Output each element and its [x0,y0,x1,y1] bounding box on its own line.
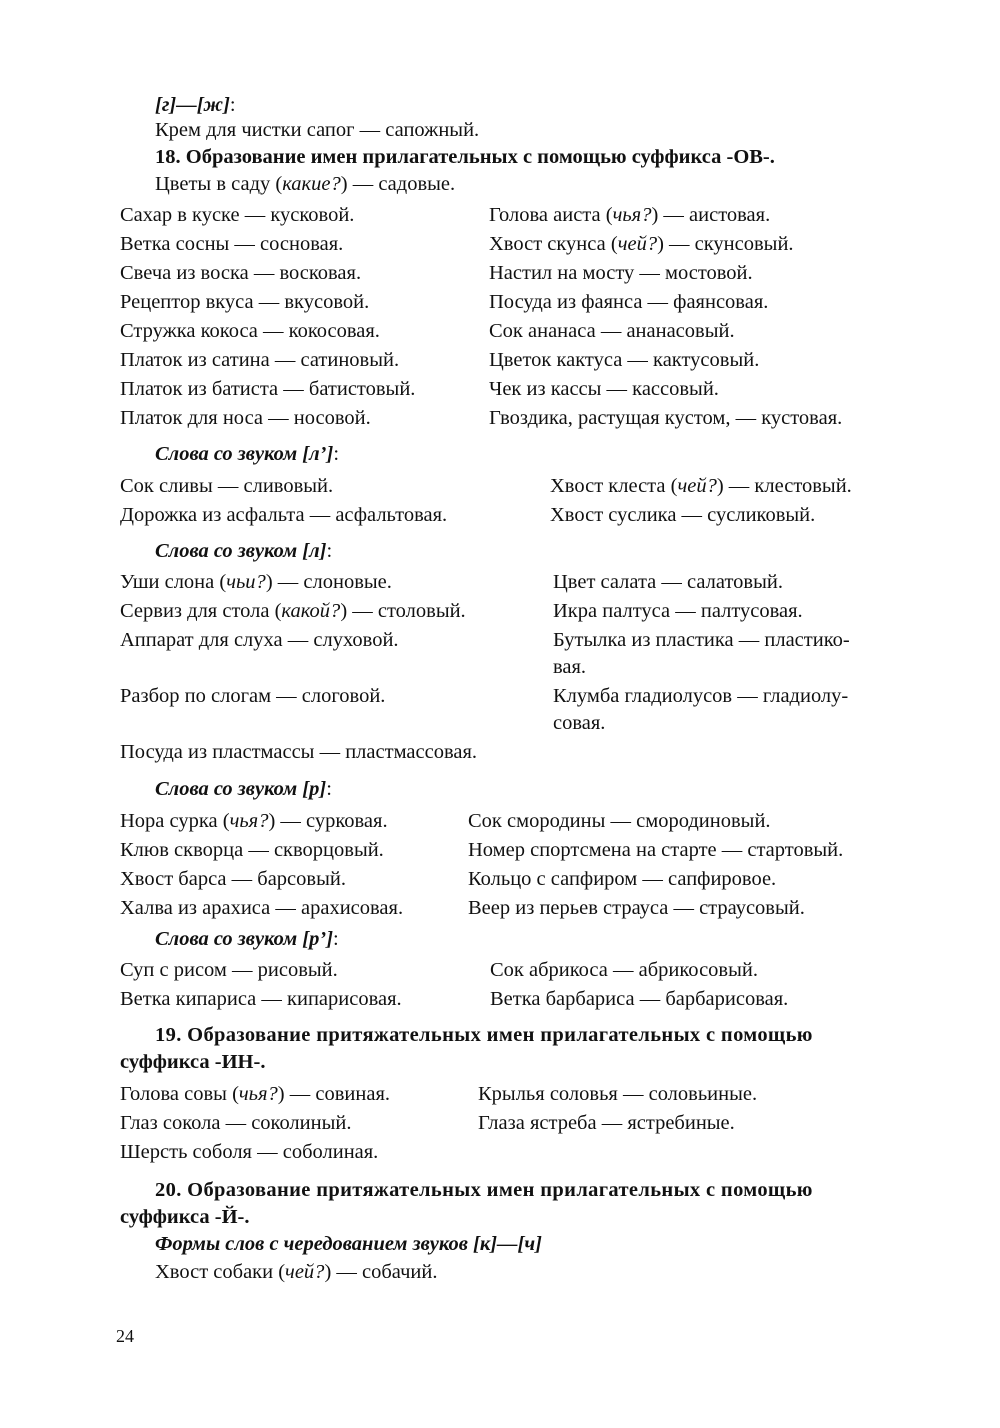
list-item: Настил на мосту — мостовой. [489,262,753,284]
list-item: Кольцо с сапфиром — сапфировое. [468,868,777,890]
list-item: Ветка барбариса — барбарисовая. [490,988,789,1010]
list-item: Веер из перьев страуса — страусовый. [468,897,805,919]
section-20-heading: 20. Образование притяжательных имен прилагательных с помощью [155,1179,813,1201]
list-item: Суп с рисом — рисовый. [120,959,338,981]
section-20-subheading: Формы слов с чередованием звуков [к]—[ч] [155,1233,542,1255]
list-item: Платок из сатина — сатиновый. [120,349,400,371]
example-line: Крем для чистки сапог — сапожный. [155,119,480,141]
list-item: Крылья соловья — соловьиные. [478,1083,758,1105]
subsection-heading-l-hard: Слова со звуком [л]: [155,540,333,562]
section-20-heading-cont: суффикса -Й-. [120,1206,250,1228]
list-item: Глаз сокола — соколиный. [120,1112,352,1134]
list-item-continuation: вая. [553,656,587,678]
page-number: 24 [116,1326,134,1346]
list-item: Хвост скунса (чей?) — скунсовый. [489,233,794,255]
list-item: Цветок кактуса — кактусовый. [489,349,760,371]
list-item: Клумба гладиолусов — гладиолу- [553,685,849,707]
list-item: Бутылка из пластика — пластико- [553,629,850,651]
list-item: Посуда из фаянса — фаянсовая. [489,291,769,313]
list-item: Стружка кокоса — кокосовая. [120,320,380,342]
section-18-heading: 18. Образование имен прилагательных с помощью суффикса -ОВ-. [155,146,775,168]
list-item: Голова аиста (чья?) — аистовая. [489,204,771,226]
sound-pair-heading: [г]—[ж]: [155,94,236,116]
list-item: Сахар в куске — кусковой. [120,204,355,226]
list-item: Сок абрикоса — абрикосовый. [490,959,758,981]
section-18-example: Цветы в саду (какие?) — садовые. [155,173,456,195]
list-item: Икра палтуса — палтусовая. [553,600,803,622]
list-item-continuation: совая. [553,712,606,734]
list-item: Сервиз для стола (какой?) — столовый. [120,600,466,622]
list-item: Сок сливы — сливовый. [120,475,334,497]
list-item: Нора сурка (чья?) — сурковая. [120,810,388,832]
list-item: Номер спортсмена на старте — стартовый. [468,839,844,861]
list-item: Платок для носа — носовой. [120,407,371,429]
list-item: Хвост суслика — сусликовый. [550,504,816,526]
list-item: Рецептор вкуса — вкусовой. [120,291,370,313]
list-item: Гвоздика, растущая кустом, — кустовая. [489,407,843,429]
list-item: Ветка кипариса — кипарисовая. [120,988,402,1010]
section-19-heading: 19. Образование притяжательных имен прилагательных с помощью [155,1024,813,1046]
list-item: Аппарат для слуха — слуховой. [120,629,399,651]
sound-label: [г]—[ж] [155,94,230,116]
list-item: Посуда из пластмассы — пластмассовая. [120,741,478,763]
list-item: Хвост барса — барсовый. [120,868,346,890]
list-item: Сок ананаса — ананасовый. [489,320,735,342]
list-item: Цвет салата — салатовый. [553,571,783,593]
subsection-heading-r-soft: Слова со звуком [р’]: [155,928,339,950]
list-item: Шерсть соболя — соболиная. [120,1141,379,1163]
subsection-heading-l-soft: Слова со звуком [л’]: [155,443,340,465]
section-20-example: Хвост собаки (чей?) — собачий. [155,1261,438,1283]
list-item: Сок смородины — смородиновый. [468,810,771,832]
list-item: Свеча из воска — восковая. [120,262,362,284]
list-item: Ветка сосны — сосновая. [120,233,344,255]
section-19-heading-cont: суффикса -ИН-. [120,1051,266,1073]
list-item: Дорожка из асфальта — асфальтовая. [120,504,448,526]
list-item: Халва из арахиса — арахисовая. [120,897,404,919]
list-item: Голова совы (чья?) — совиная. [120,1083,390,1105]
list-item: Чек из кассы — кассовый. [489,378,719,400]
list-item: Хвост клеста (чей?) — клестовый. [550,475,852,497]
list-item: Платок из батиста — батистовый. [120,378,416,400]
list-item: Уши слона (чьи?) — слоновые. [120,571,392,593]
list-item: Клюв скворца — скворцовый. [120,839,384,861]
subsection-heading-r-hard: Слова со звуком [р]: [155,778,332,800]
list-item: Глаза ястреба — ястребиные. [478,1112,735,1134]
list-item: Разбор по слогам — слоговой. [120,685,386,707]
